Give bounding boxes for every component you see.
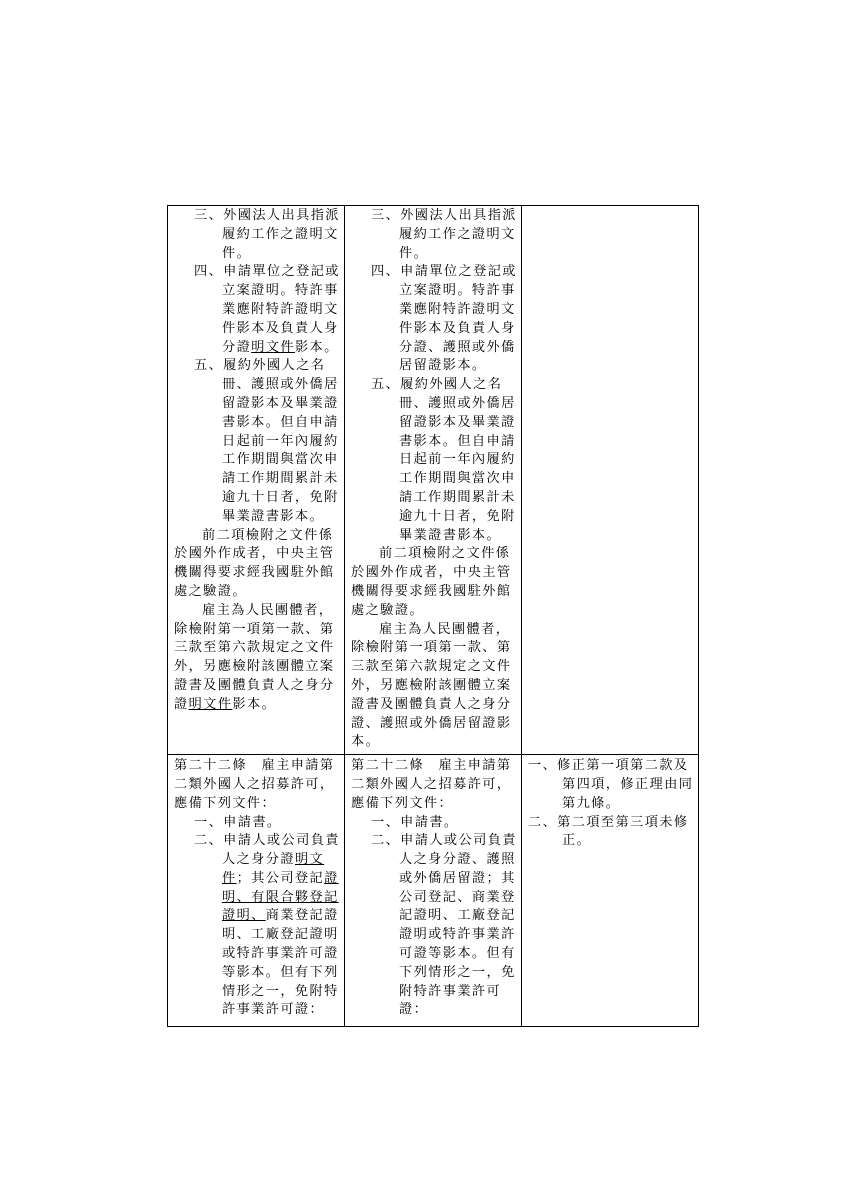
list-item: 三、外國法人出具指派履約工作之證明文件。 <box>371 208 517 261</box>
comparison-table <box>167 205 699 1027</box>
article-heading: 第二十二條 雇主申請第二類外國人之招募許可，應備下列文件： <box>351 758 512 811</box>
article-heading: 第二十二條 雇主申請第二類外國人之招募許可，應備下列文件： <box>174 758 335 811</box>
list-item: 二、第二項至第三項未修正。 <box>528 814 689 849</box>
amended-text-cell <box>168 206 345 755</box>
list-item: 一、申請書。 <box>194 814 282 830</box>
list-item: 四、申請單位之登記或立案證明。特許事業應附特許證明文件影本及負責人身分證明文件影本。 <box>194 264 340 355</box>
paragraph: 前二項檢附之文件係於國外作成者，中央主管機關得要求經我國駐外館處之驗證。 <box>174 527 335 599</box>
list-item: 一、申請書。 <box>371 814 459 830</box>
explanation-cell <box>522 755 699 1027</box>
list-item: 一、修正第一項第二款及第四項，修正理由同第九條。 <box>528 758 694 811</box>
list-item: 五、履約外國人之名冊、護照或外僑居留證影本及畢業證書影本。但自申請日起前一年內履約工作期間與當次申請工作期間累計未逾九十日者，免附畢業證書影本。 <box>194 358 339 524</box>
current-text-cell <box>345 755 522 1027</box>
current-text-cell <box>345 206 522 755</box>
paragraph: 前二項檢附之文件係於國外作成者，中央主管機關得要求經我國駐外館處之驗證。 <box>351 546 512 618</box>
list-item: 二、申請人或公司負責人之身分證、護照或外僑居留證；其公司登記、商業登記證明、工廠登記證明或特許事業許可證等影本。但有下列情形之一，免附特許事業許可證： <box>371 833 517 1018</box>
list-item: 二、申請人或公司負責人之身分證明文件；其公司登記證明、有限合夥登記證明、商業登記證明、工廠登記證明或特許事業許可證等影本。但有下列情形之一，免附特許事業許可證： <box>194 833 340 1018</box>
paragraph: 雇主為人民團體者，除檢附第一項第一款、第三款至第六款規定之文件外，另應檢附該團體立案證書及團體負責人之身分證明文件影本。 <box>174 602 335 712</box>
list-item: 五、履約外國人之名冊、護照或外僑居留證影本及畢業證書影本。但自申請日起前一年內履約工作期間與當次申請工作期間累計未逾九十日者，免附畢業證書影本。 <box>371 377 516 543</box>
explanation-cell <box>522 206 699 755</box>
table-row <box>168 755 699 1027</box>
list-item: 三、外國法人出具指派履約工作之證明文件。 <box>194 208 340 261</box>
table-row <box>168 206 699 755</box>
list-item: 四、申請單位之登記或立案證明。特許事業應附特許證明文件影本及負責人身分證、護照或外僑居留證影本。 <box>371 264 517 374</box>
paragraph: 雇主為人民團體者，除檢附第一項第一款、第三款至第六款規定之文件外，另應檢附該團體立案證書及團體負責人之身分證、護照或外僑居留證影本。 <box>351 621 512 750</box>
amended-text-cell <box>168 755 345 1027</box>
